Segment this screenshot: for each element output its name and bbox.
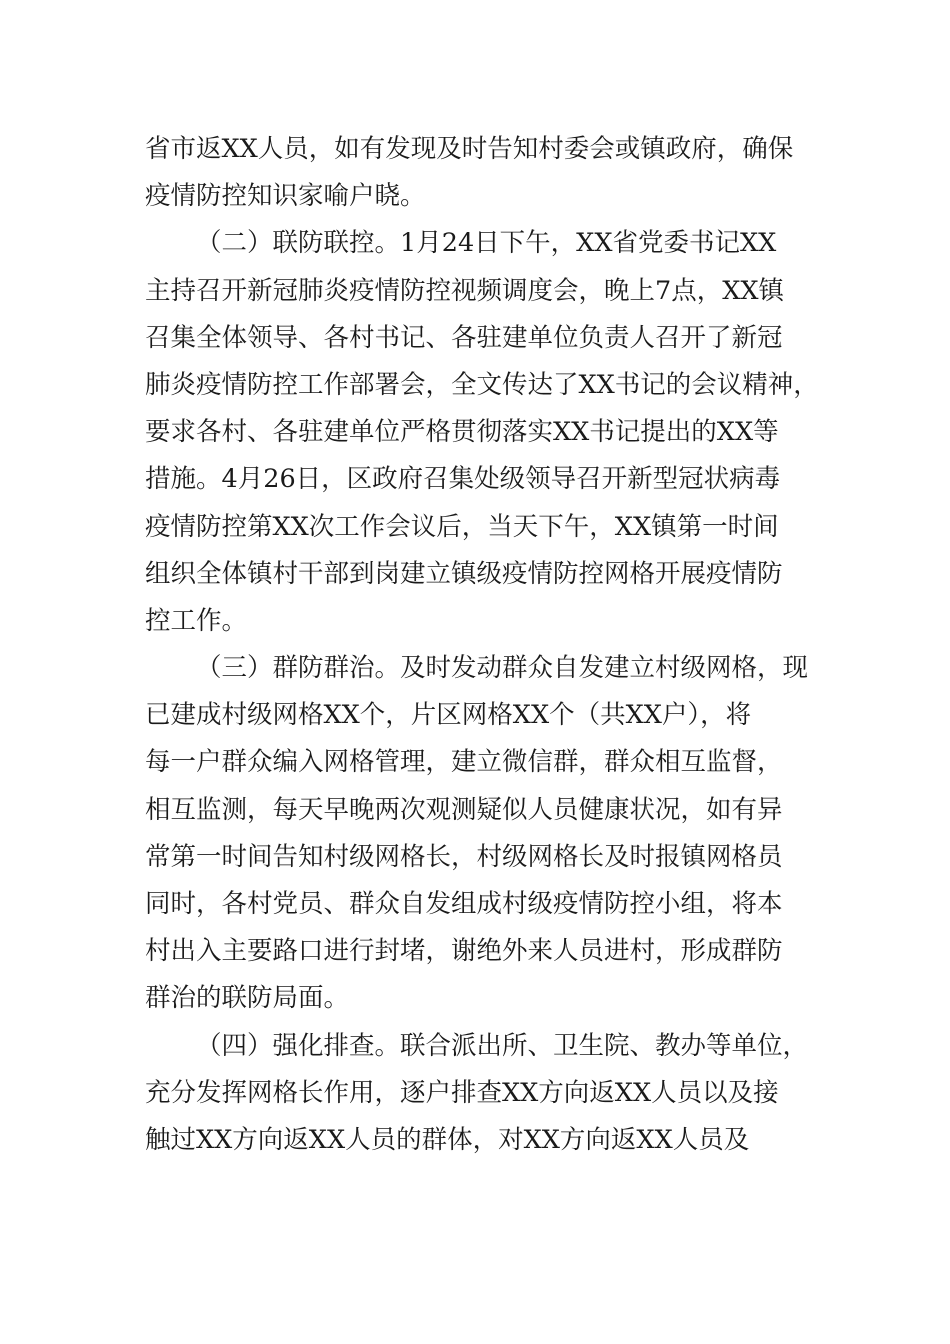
- text-line: 召集全体领导、各村书记、各驻建单位负责人召开了新冠: [145, 322, 783, 353]
- text-line: 每一户群众编入网格管理，建立微信群，群众相互监督，: [145, 747, 783, 778]
- section-heading-line: （二）联防联控。1月24日下午，XX省党委书记XX: [196, 228, 777, 259]
- text-line: 疫情防控知识家喻户晓。: [145, 181, 426, 212]
- text-line: 措施。4月26日，区政府召集处级领导召开新型冠状病毒: [145, 464, 781, 495]
- text-line: 主持召开新冠肺炎疫情防控视频调度会，晚上7点，XX镇: [145, 275, 785, 306]
- text-line: 充分发挥网格长作用，逐户排查XX方向返XX人员以及接: [145, 1077, 779, 1108]
- text-line: 同时，各村党员、群众自发组成村级疫情防控小组，将本: [145, 889, 783, 919]
- text-line: 省市返XX人员，如有发现及时告知村委会或镇政府，确保: [145, 134, 794, 164]
- text-line: 疫情防控第XX次工作会议后，当天下午，XX镇第一时间: [145, 511, 779, 542]
- text-line: 群治的联防局面。: [145, 983, 350, 1014]
- text-line: 肺炎疫情防控工作部署会，全文传达了XX书记的会议精神，: [145, 369, 819, 400]
- document-body: [145, 126, 819, 1164]
- text-line: 控工作。: [145, 605, 248, 636]
- section-heading-line: （四）强化排查。联合派出所、卫生院、教办等单位，: [196, 1030, 809, 1061]
- text-line: 村出入主要路口进行封堵，谢绝外来人员进村，形成群防: [145, 936, 783, 967]
- text-line: 触过XX方向返XX人员的群体，对XX方向返XX人员及: [145, 1124, 750, 1155]
- text-line: 组织全体镇村干部到岗建立镇级疫情防控网格开展疫情防: [145, 558, 783, 589]
- text-line: 常第一时间告知村级网格长，村级网格长及时报镇网格员: [145, 841, 783, 872]
- text-line: 已建成村级网格XX个，片区网格XX个（共XX户），将: [145, 700, 752, 731]
- section-heading-line: （三）群防群治。及时发动群众自发建立村级网格，现: [196, 653, 809, 684]
- text-line: 相互监测，每天早晚两次观测疑似人员健康状况，如有异: [145, 794, 783, 825]
- text-line: 要求各村、各驻建单位严格贯彻落实XX书记提出的XX等: [145, 417, 779, 448]
